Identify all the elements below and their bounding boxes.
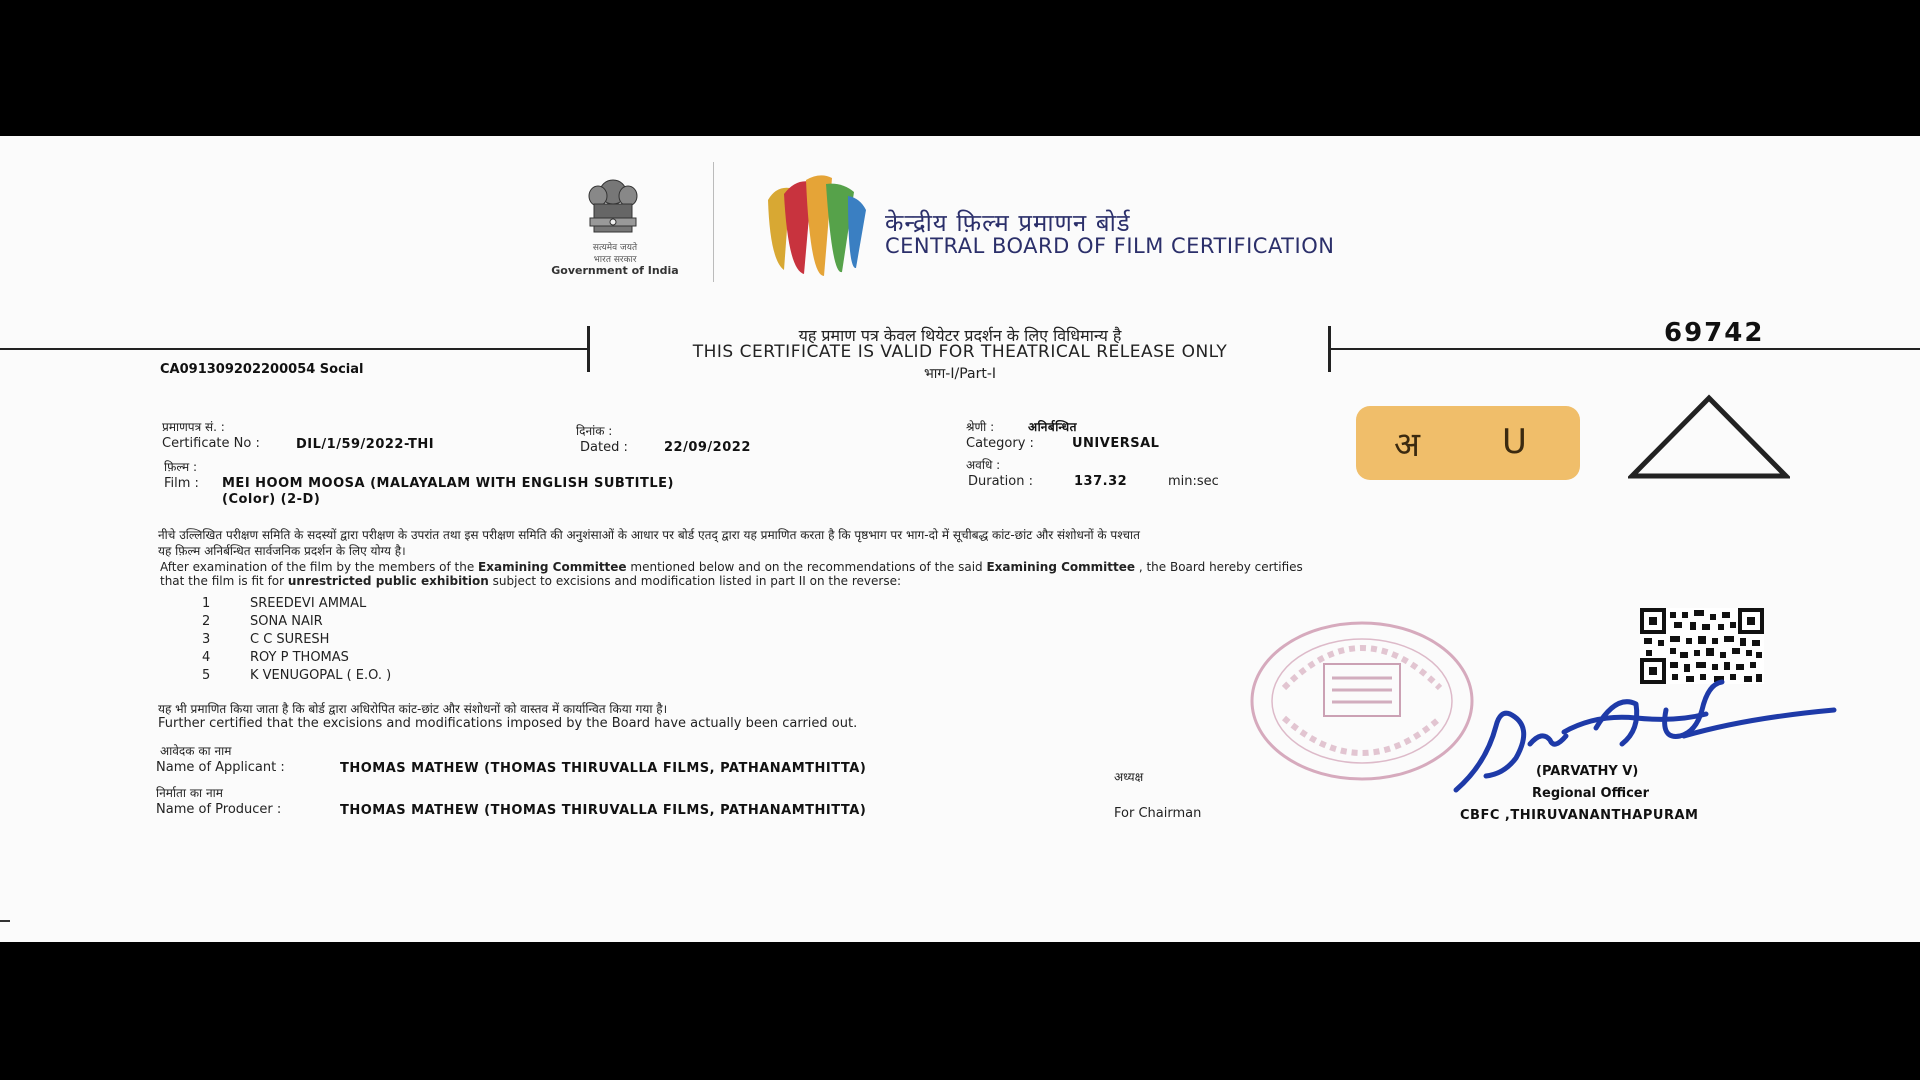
cbfc-logo-icon bbox=[760, 170, 870, 280]
certificate-document bbox=[0, 136, 1920, 942]
serial-number: 69742 bbox=[1664, 318, 1765, 348]
film-format: (Color) (2-D) bbox=[222, 492, 321, 507]
member-name: SREEDEVI AMMAL bbox=[250, 596, 367, 611]
producer-label-hindi: निर्माता का नाम bbox=[156, 786, 223, 800]
member-number: 4 bbox=[202, 650, 211, 665]
date-label-hindi: दिनांक : bbox=[576, 424, 613, 438]
duration-unit: min:sec bbox=[1168, 474, 1219, 489]
member-name: SONA NAIR bbox=[250, 614, 323, 629]
emblem-hindi-label: भारत सरकार bbox=[593, 255, 637, 265]
member-number: 2 bbox=[202, 614, 211, 629]
certification-english-line-2: that the film is fit for unrestricted public exhibition subject to excisions and modification listed in part II on the reverse: bbox=[160, 574, 902, 588]
cbfc-hindi-name: केन्द्रीय फ़िल्म प्रमाणन बोर्ड bbox=[885, 209, 1131, 237]
category-value-hindi: अनिर्बन्धित bbox=[1028, 420, 1077, 434]
member-number: 1 bbox=[202, 596, 211, 611]
certification-english-line-1: After examination of the film by the members of the Examining Committee mentioned below and on the recommendations of the said Examining Committee , the Board hereby certifies bbox=[160, 560, 1303, 574]
applicant-label-hindi: आवेदक का नाम bbox=[160, 744, 232, 758]
date-value: 22/09/2022 bbox=[664, 440, 751, 455]
duration-label-hindi: अवधि : bbox=[966, 458, 1001, 472]
certificate-no-value: DIL/1/59/2022-THI bbox=[296, 437, 435, 452]
banner-rule-right bbox=[1330, 348, 1920, 350]
officer-title: Regional Officer bbox=[1532, 786, 1650, 801]
applicant-label: Name of Applicant : bbox=[156, 760, 285, 775]
further-certified-hindi: यह भी प्रमाणित किया जाता है कि बोर्ड द्वारा अधिरोपित कांट-छांट और संशोधनों को वास्तव में कार्यान्वित किया गया है। bbox=[158, 702, 668, 716]
date-label: Dated : bbox=[580, 440, 628, 455]
rating-badge bbox=[1356, 406, 1580, 480]
officer-name: (PARVATHY V) bbox=[1536, 764, 1639, 779]
officer-office: CBFC ,THIRUVANANTHAPURAM bbox=[1460, 808, 1699, 823]
official-seal-icon bbox=[1244, 618, 1480, 784]
rating-english: U bbox=[1502, 422, 1527, 462]
banner-rule-left bbox=[0, 348, 588, 350]
certification-hindi-line-2: यह फ़िल्म अनिर्बन्धित सार्वजनिक प्रदर्शन के लिए योग्य है। bbox=[158, 544, 406, 558]
duration-value: 137.32 bbox=[1074, 474, 1128, 489]
certificate-no-label: Certificate No : bbox=[162, 436, 260, 451]
member-number: 3 bbox=[202, 632, 211, 647]
member-name: ROY P THOMAS bbox=[250, 650, 349, 665]
further-certified-english: Further certified that the excisions and modifications imposed by the Board have actually been carried out. bbox=[158, 716, 858, 731]
member-name: C C SURESH bbox=[250, 632, 330, 647]
emblem-motto: सत्यमेव जयते bbox=[592, 243, 638, 253]
government-of-india-label: Government of India bbox=[551, 264, 679, 277]
category-label: Category : bbox=[966, 436, 1034, 451]
validity-english: THIS CERTIFICATE IS VALID FOR THEATRICAL RELEASE ONLY bbox=[692, 342, 1228, 362]
duration-label: Duration : bbox=[968, 474, 1033, 489]
header-divider bbox=[713, 162, 714, 282]
film-label-hindi: फ़िल्म : bbox=[164, 460, 198, 474]
applicant-value: THOMAS MATHEW (THOMAS THIRUVALLA FILMS, PATHANAMTHITTA) bbox=[340, 761, 867, 776]
category-label-hindi: श्रेणी : bbox=[966, 420, 995, 434]
rating-hindi: अ bbox=[1394, 425, 1420, 465]
producer-value: THOMAS MATHEW (THOMAS THIRUVALLA FILMS, PATHANAMTHITTA) bbox=[340, 803, 867, 818]
film-label: Film : bbox=[164, 476, 199, 491]
film-title: MEI HOOM MOOSA (MALAYALAM WITH ENGLISH SUBTITLE) bbox=[222, 476, 674, 491]
chairman-english: For Chairman bbox=[1114, 806, 1202, 821]
certification-hindi-line-1: नीचे उल्लिखित परीक्षण समिति के सदस्यों द्वारा परीक्षण के उपरांत तथा इस परीक्षण समिति की अनुशंसाओं के आधार पर बोर्ड एतद् द्वारा यह प्रमाणित करता है कि पृष्ठभाग पर भाग-दो में सूचीबद्ध कांट-छांट और संशोधनों के पश्चात bbox=[158, 528, 1140, 542]
officer-signature bbox=[1446, 674, 1846, 794]
edge-mark bbox=[0, 920, 10, 922]
cbfc-english-name: CENTRAL BOARD OF FILM CERTIFICATION bbox=[885, 234, 1335, 258]
category-value: UNIVERSAL bbox=[1072, 436, 1160, 451]
certificate-no-label-hindi: प्रमाणपत्र सं. : bbox=[162, 420, 225, 434]
chairman-hindi: अध्यक्ष bbox=[1114, 770, 1144, 784]
member-number: 5 bbox=[202, 668, 211, 683]
producer-label: Name of Producer : bbox=[156, 802, 282, 817]
rating-triangle-icon bbox=[1628, 394, 1790, 480]
reference-code: CA091309202200054 Social bbox=[160, 362, 364, 377]
national-emblem-icon bbox=[574, 176, 652, 240]
qr-code-icon bbox=[1640, 608, 1764, 684]
part-label: भाग-I/Part-I bbox=[923, 366, 997, 382]
member-name: K VENUGOPAL ( E.O. ) bbox=[250, 668, 392, 683]
validity-hindi: यह प्रमाण पत्र केवल थियेटर प्रदर्शन के लिए विधिमान्य है bbox=[798, 326, 1122, 345]
